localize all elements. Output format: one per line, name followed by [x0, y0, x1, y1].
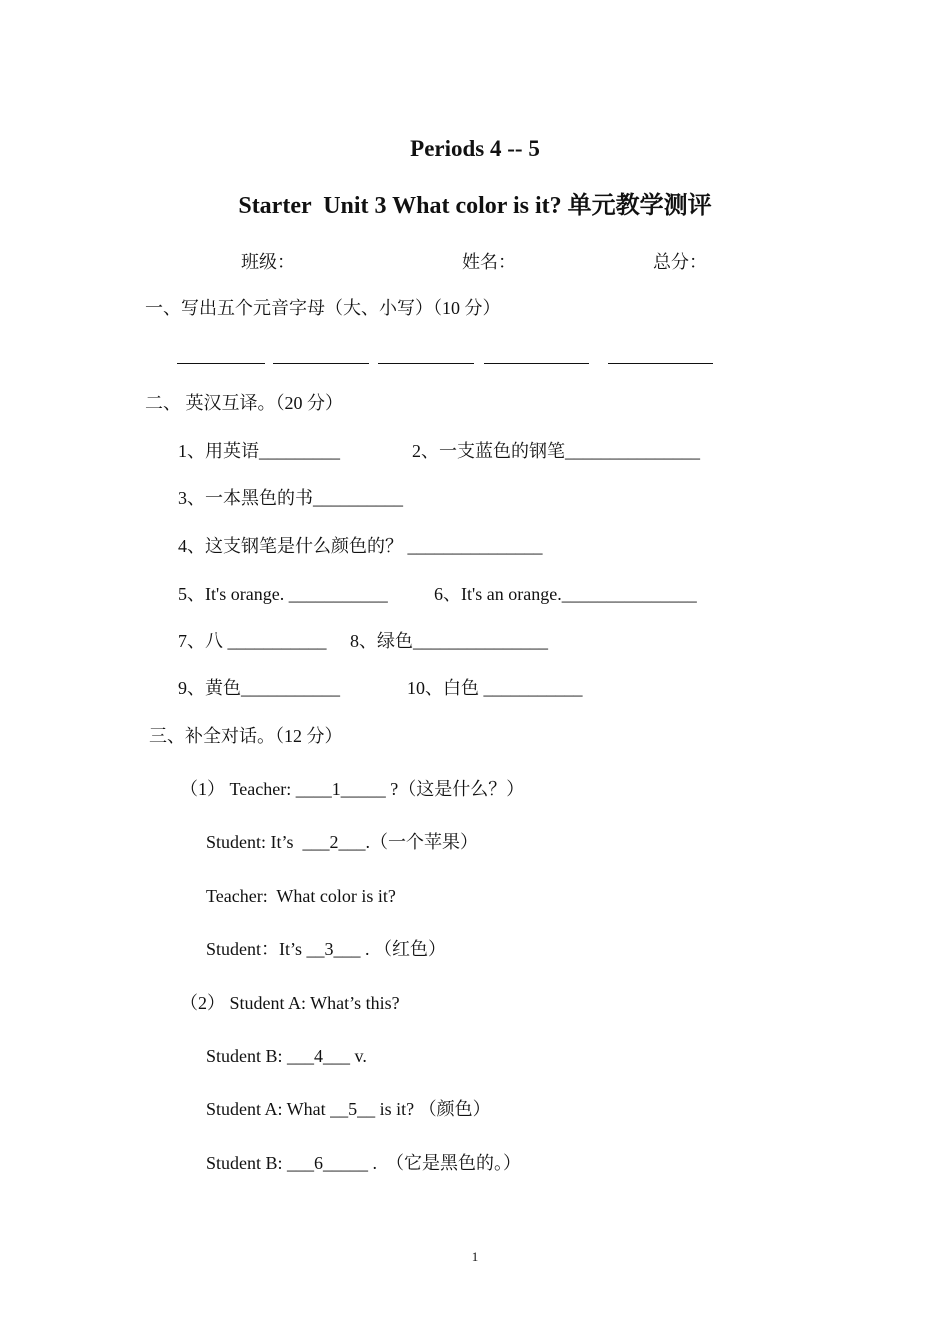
vowel-blank-5[interactable]: [608, 363, 713, 364]
dialogue-line: Student A: What __5__ is it? （颜色）: [206, 1099, 491, 1119]
page-title: Periods 4 -- 5: [410, 136, 540, 161]
dialogue-line: Student B: ___6_____ . （它是黑色的。）: [206, 1153, 522, 1173]
question-item: 8、绿色_______________: [350, 631, 548, 651]
question-item: 10、白色 ___________: [407, 678, 583, 698]
name-label: 姓名：: [462, 252, 516, 272]
question-item: 3、一本黑色的书__________: [178, 488, 403, 508]
dialogue-line: Teacher: What color is it?: [206, 886, 396, 906]
page-number: 1: [471, 1249, 479, 1264]
question-item: 6、It's an orange._______________: [434, 584, 697, 604]
question-item: 9、黄色___________: [178, 678, 340, 698]
vowel-blank-3[interactable]: [378, 363, 474, 364]
dialogue-line: Student: It’s ___2___.（一个苹果）: [206, 832, 479, 852]
question-item: 1、用英语_________: [178, 441, 340, 461]
page-subtitle: Starter Unit 3 What color is it? 单元教学测评: [238, 193, 712, 219]
question-item: 4、这支钢笔是什么颜色的？ _______________: [178, 536, 543, 556]
question-item: 7、八 ___________: [178, 631, 327, 651]
dialogue-line: Student：It’s __3___ . （红色）: [206, 939, 447, 959]
section3-heading: 三、补全对话。（12 分）: [149, 726, 343, 746]
vowel-blank-1[interactable]: [177, 363, 265, 364]
question-item: 2、一支蓝色的钢笔_______________: [412, 441, 700, 461]
dialogue-line: （2） Student A: What’s this?: [180, 993, 400, 1013]
vowel-blank-4[interactable]: [484, 363, 589, 364]
class-label: 班级：: [241, 252, 295, 272]
section1-heading: 一、写出五个元音字母（大、小写）（10 分）: [145, 298, 501, 318]
dialogue-line: Student B: ___4___ v.: [206, 1046, 367, 1066]
dialogue-line: （1） Teacher: ____1_____ ?（这是什么？）: [180, 779, 525, 799]
score-label: 总分：: [653, 252, 707, 272]
vowel-blank-2[interactable]: [273, 363, 369, 364]
question-item: 5、It's orange. ___________: [178, 584, 388, 604]
section2-heading: 二、 英汉互译。（20 分）: [145, 393, 343, 413]
